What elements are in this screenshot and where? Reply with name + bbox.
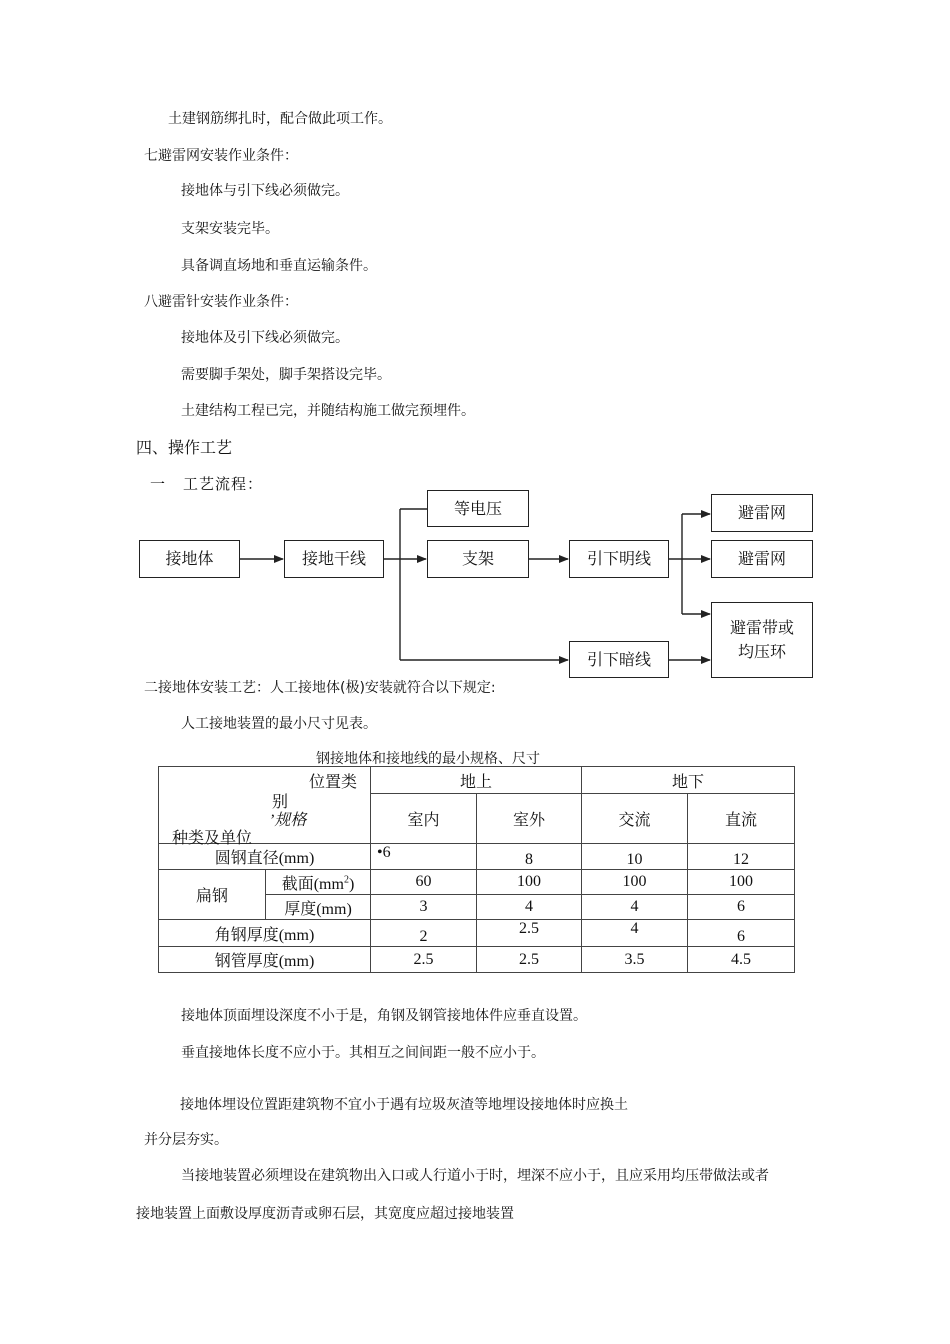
paragraph: 接地体埋设位置距建筑物不宜小于遇有垃圾灰渣等地埋设接地体时应换土 [180,1097,628,1113]
header-above-ground: 地上 [371,767,582,794]
cell-value: 60 [371,870,477,895]
subheader-outdoor: 室外 [477,794,582,844]
cell-value: 2.5 [477,920,582,947]
corner-cell [159,767,371,847]
table-row [159,844,795,870]
row-label: 厚度(mm) [266,895,371,920]
flow-node-grounding-body: 接地体 [139,540,240,578]
cell-value: 4.5 [688,947,795,973]
cell-value: 6 [688,920,795,947]
section-heading: 七避雷网安装作业条件： [144,148,298,164]
flow-node-label-line2: 均压环 [737,642,786,661]
table-caption: 钢接地体和接地线的最小规格、尺寸 [316,751,540,767]
flow-node-grounding-trunk: 接地干线 [284,540,384,578]
cell-value: 10 [582,844,688,870]
flow-node-equipotential: 等电压 [427,490,529,527]
cell-value: •6 [371,844,477,870]
corner-label-spec: ’规格 [269,812,307,829]
paragraph: 人工接地装置的最小尺寸见表。 [181,716,377,732]
subheader-ac: 交流 [582,794,688,844]
paragraph: 具备调直场地和垂直运输条件。 [181,258,377,274]
corner-label-top: 位置类 [309,774,358,791]
paragraph: 支架安装完毕。 [181,221,279,237]
corner-label-bottom: 种类及单位 [172,830,253,847]
row-label: 截面$(mm^2)$ [266,870,371,895]
table-row [159,920,795,947]
cell-value: 2.5 [477,947,582,973]
cell-value: 3 [371,895,477,920]
cell-value: 100 [582,870,688,895]
cell-value: 100 [688,870,795,895]
paragraph: 土建钢筋绑扎时，配合做此项工作。 [168,111,392,127]
cell-value: 2 [371,920,477,947]
flow-node-exposed-downlead: 引下明线 [569,540,669,578]
paragraph: 当接地装置必须埋设在建筑物出入口或人行道小于时，埋深不应小于，且应采用均压带做法或者 [181,1168,769,1184]
section-heading: 八避雷针安装作业条件： [144,294,298,310]
chapter-heading: 四、操作工艺 [136,438,233,457]
flow-node-concealed-downlead: 引下暗线 [569,641,669,678]
subheader-dc: 直流 [688,794,795,844]
flow-node-lightning-net-2: 避雷网 [711,540,813,578]
header-below-ground: 地下 [582,767,795,794]
row-group-label: 扁钢 [159,870,266,920]
flow-node-label-line1: 避雷带或 [729,618,794,637]
cell-value: 6 [688,895,795,920]
flow-node-lightning-strip [711,602,813,678]
cell-value: 2.5 [371,947,477,973]
cell-value: 100 [477,870,582,895]
paragraph: 垂直接地体长度不应小于。其相互之间间距一般不应小于。 [181,1045,545,1061]
cell-value: 8 [477,844,582,870]
corner-label-mid: 别 [272,794,289,811]
cell-value: 3.5 [582,947,688,973]
row-label: 圆钢直径(mm) [159,844,371,870]
sub-heading-number: 一 [150,477,166,493]
cell-value: 4 [582,920,688,947]
cell-value: 4 [477,895,582,920]
table-row [159,870,795,895]
paragraph: 接地体及引下线必须做完。 [181,330,349,346]
row-label: 角钢厚度(mm) [159,920,371,947]
paragraph: 土建结构工程已完，并随结构施工做完预埋件。 [181,403,475,419]
flow-node-bracket: 支架 [427,540,529,578]
spec-table [158,766,795,973]
cell-value: 12 [688,844,795,870]
paragraph: 接地体与引下线必须做完。 [181,183,349,199]
section-heading: 二接地体安装工艺：人工接地体(极)安装就符合以下规定: [144,680,496,696]
flow-node-lightning-net-1: 避雷网 [711,494,813,532]
paragraph: 接地装置上面敷设厚度沥青或卵石层，其宽度应超过接地装置 [136,1206,514,1222]
subheader-indoor: 室内 [371,794,477,844]
table-header-row [159,767,795,794]
paragraph: 接地体顶面埋设深度不小于是，角钢及钢管接地体件应垂直设置。 [181,1008,587,1024]
row-label: 钢管厚度(mm) [159,947,371,973]
table-row [159,947,795,973]
paragraph: 并分层夯实。 [144,1132,228,1148]
cell-value: 4 [582,895,688,920]
sub-heading: 工艺流程： [183,477,264,493]
paragraph: 需要脚手架处，脚手架搭设完毕。 [181,367,391,383]
